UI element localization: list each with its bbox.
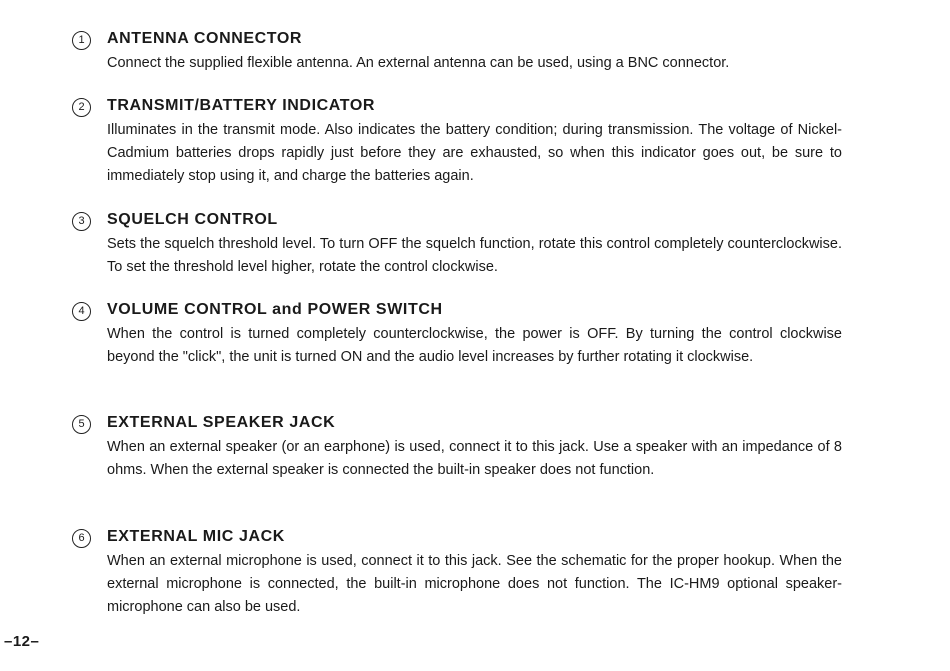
section-heading: VOLUME CONTROL and POWER SWITCH — [107, 301, 443, 318]
item-number: 4 — [72, 302, 91, 321]
section-heading: ANTENNA CONNECTOR — [107, 30, 303, 47]
item-number: 5 — [72, 415, 91, 434]
section-heading: EXTERNAL SPEAKER JACK — [107, 414, 336, 431]
section-heading: EXTERNAL MIC JACK — [107, 528, 285, 545]
section-body: When an external microphone is used, connect it to this jack. See the schematic for the proper hookup. When the external microphone is connected, the built-in microphone does not function. The IC-HM9 optional speaker-microphone can also be used. — [107, 553, 842, 615]
section-heading: SQUELCH CONTROL — [107, 211, 278, 228]
item-number: 6 — [72, 529, 91, 548]
page-number: –12– — [4, 633, 40, 650]
item-number: 2 — [72, 98, 91, 117]
section-body: When an external speaker (or an earphone) is used, connect it to this jack. Use a speaker with an impedance of 8 ohms. When the external speaker is connected the built-in speaker does not function. — [107, 439, 842, 478]
section-body: When the control is turned completely counterclockwise, the power is OFF. By turning the control clockwise beyond the "click", the unit is turned ON and the audio level increases by further rotating it clockwise. — [107, 326, 842, 365]
section-body: Sets the squelch threshold level. To turn OFF the squelch function, rotate this control completely counterclockwise. To set the threshold level higher, rotate the control clockwise. — [107, 236, 842, 275]
item-number: 3 — [72, 212, 91, 231]
section-body: Connect the supplied flexible antenna. An external antenna can be used, using a BNC connector. — [107, 55, 730, 71]
item-number: 1 — [72, 31, 91, 50]
section-body: Illuminates in the transmit mode. Also indicates the battery condition; during transmission. The voltage of Nickel-Cadmium batteries drops rapidly just before they are exhausted, so when this indicator goes out, be sure to immediately stop using it, and charge the batteries again. — [107, 122, 842, 184]
section-heading: TRANSMIT/BATTERY INDICATOR — [107, 97, 376, 114]
